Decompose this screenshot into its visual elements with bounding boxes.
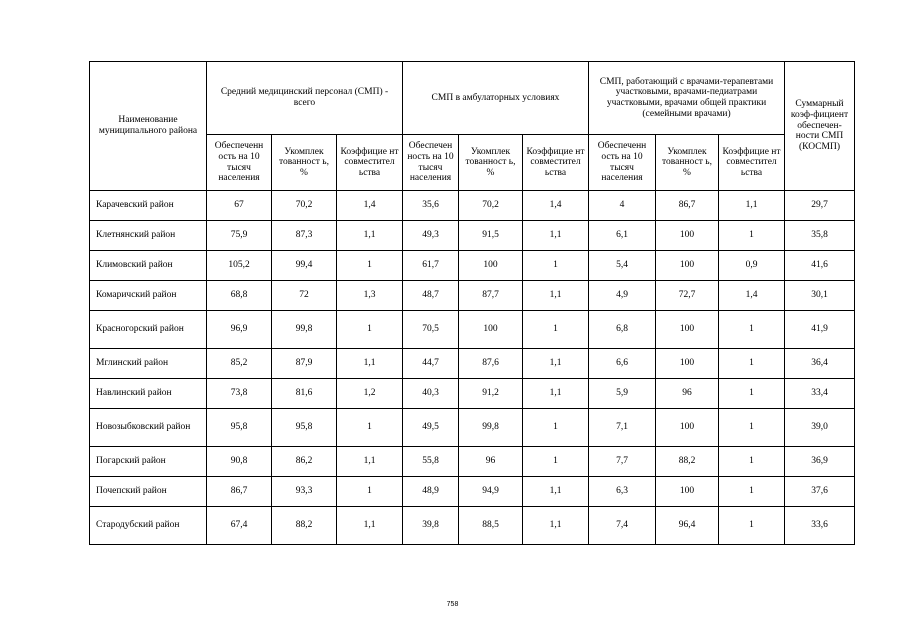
value-cell: 1 <box>719 349 785 379</box>
header-row-groups <box>90 62 855 135</box>
value-cell: 99,8 <box>272 311 337 349</box>
district-name: Погарский район <box>90 447 207 477</box>
value-cell: 36,9 <box>785 447 855 477</box>
value-cell: 67,4 <box>207 507 272 545</box>
table-row <box>90 221 855 251</box>
value-cell: 1 <box>523 251 589 281</box>
value-cell: 49,3 <box>403 221 459 251</box>
value-cell: 61,7 <box>403 251 459 281</box>
value-cell: 1 <box>719 311 785 349</box>
value-cell: 30,1 <box>785 281 855 311</box>
value-cell: 81,6 <box>272 379 337 409</box>
value-cell: 1 <box>719 221 785 251</box>
value-cell: 96,9 <box>207 311 272 349</box>
value-cell: 1 <box>719 477 785 507</box>
value-cell: 39,0 <box>785 409 855 447</box>
value-cell: 40,3 <box>403 379 459 409</box>
value-cell: 1 <box>337 409 403 447</box>
value-cell: 100 <box>459 311 523 349</box>
value-cell: 1,1 <box>523 281 589 311</box>
district-name: Красногорский район <box>90 311 207 349</box>
value-cell: 91,2 <box>459 379 523 409</box>
district-name: Навлинский район <box>90 379 207 409</box>
value-cell: 1,2 <box>337 379 403 409</box>
value-cell: 6,3 <box>589 477 656 507</box>
subheader-cell: Укомплек тованност ь, % <box>656 135 719 191</box>
value-cell: 5,9 <box>589 379 656 409</box>
header-group-ambulatory: СМП в амбулаторных условиях <box>403 62 589 135</box>
statistics-table <box>89 61 855 545</box>
value-cell: 72,7 <box>656 281 719 311</box>
value-cell: 100 <box>656 221 719 251</box>
value-cell: 100 <box>656 251 719 281</box>
value-cell: 33,4 <box>785 379 855 409</box>
value-cell: 1 <box>719 409 785 447</box>
value-cell: 7,1 <box>589 409 656 447</box>
value-cell: 86,2 <box>272 447 337 477</box>
value-cell: 1,1 <box>523 349 589 379</box>
table-row <box>90 281 855 311</box>
value-cell: 67 <box>207 191 272 221</box>
value-cell: 1 <box>337 477 403 507</box>
value-cell: 70,2 <box>459 191 523 221</box>
value-cell: 68,8 <box>207 281 272 311</box>
table-row <box>90 251 855 281</box>
value-cell: 1,1 <box>337 507 403 545</box>
header-district: Наименование муниципального района <box>90 62 207 191</box>
table-row <box>90 311 855 349</box>
district-name: Карачевский район <box>90 191 207 221</box>
value-cell: 85,2 <box>207 349 272 379</box>
subheader-cell: Коэффицие нт совместител ьства <box>523 135 589 191</box>
value-cell: 7,7 <box>589 447 656 477</box>
value-cell: 75,9 <box>207 221 272 251</box>
value-cell: 41,9 <box>785 311 855 349</box>
district-name: Стародубский район <box>90 507 207 545</box>
value-cell: 5,4 <box>589 251 656 281</box>
value-cell: 1,1 <box>523 379 589 409</box>
value-cell: 105,2 <box>207 251 272 281</box>
value-cell: 88,2 <box>656 447 719 477</box>
subheader-cell: Обеспеченн ость на 10 тысяч населения <box>589 135 656 191</box>
table-row <box>90 409 855 447</box>
value-cell: 87,9 <box>272 349 337 379</box>
table-row <box>90 507 855 545</box>
subheader-cell: Обеспечен ность на 10 тысяч населения <box>403 135 459 191</box>
subheader-cell: Коэффицие нт совместител ьства <box>337 135 403 191</box>
value-cell: 100 <box>656 349 719 379</box>
value-cell: 100 <box>656 409 719 447</box>
value-cell: 39,8 <box>403 507 459 545</box>
value-cell: 86,7 <box>656 191 719 221</box>
page-number: 758 <box>446 601 459 608</box>
value-cell: 1,1 <box>523 507 589 545</box>
value-cell: 1,4 <box>337 191 403 221</box>
value-cell: 1,1 <box>719 191 785 221</box>
subheader-cell: Укомплек тованност ь, % <box>272 135 337 191</box>
value-cell: 41,6 <box>785 251 855 281</box>
header-group-with-physicians: СМП, работающий с врачами-терапевтами участковыми, врачами-педиатрами участковыми, врачами общей практики (семейными врачами) <box>589 62 785 135</box>
value-cell: 1 <box>523 447 589 477</box>
value-cell: 70,2 <box>272 191 337 221</box>
value-cell: 73,8 <box>207 379 272 409</box>
district-name: Мглинский район <box>90 349 207 379</box>
value-cell: 88,5 <box>459 507 523 545</box>
value-cell: 99,8 <box>459 409 523 447</box>
value-cell: 7,4 <box>589 507 656 545</box>
district-name: Почепский район <box>90 477 207 507</box>
value-cell: 1,1 <box>523 221 589 251</box>
value-cell: 99,4 <box>272 251 337 281</box>
district-name: Климовский район <box>90 251 207 281</box>
value-cell: 6,1 <box>589 221 656 251</box>
value-cell: 87,6 <box>459 349 523 379</box>
value-cell: 1,1 <box>337 221 403 251</box>
value-cell: 1 <box>719 447 785 477</box>
district-name: Клетнянский район <box>90 221 207 251</box>
value-cell: 1,4 <box>523 191 589 221</box>
table-body <box>90 191 855 545</box>
value-cell: 1,1 <box>337 447 403 477</box>
table-row <box>90 349 855 379</box>
value-cell: 86,7 <box>207 477 272 507</box>
district-name: Комаричский район <box>90 281 207 311</box>
value-cell: 48,7 <box>403 281 459 311</box>
value-cell: 95,8 <box>272 409 337 447</box>
value-cell: 55,8 <box>403 447 459 477</box>
subheader-cell: Коэффицие нт совместител ьства <box>719 135 785 191</box>
value-cell: 1 <box>523 409 589 447</box>
value-cell: 0,9 <box>719 251 785 281</box>
district-name: Новозыбковский район <box>90 409 207 447</box>
value-cell: 94,9 <box>459 477 523 507</box>
value-cell: 1 <box>719 507 785 545</box>
value-cell: 100 <box>459 251 523 281</box>
value-cell: 44,7 <box>403 349 459 379</box>
table-row <box>90 477 855 507</box>
value-cell: 88,2 <box>272 507 337 545</box>
value-cell: 35,6 <box>403 191 459 221</box>
value-cell: 4 <box>589 191 656 221</box>
table-row <box>90 191 855 221</box>
value-cell: 48,9 <box>403 477 459 507</box>
value-cell: 87,3 <box>272 221 337 251</box>
value-cell: 1,1 <box>337 349 403 379</box>
value-cell: 4,9 <box>589 281 656 311</box>
value-cell: 96,4 <box>656 507 719 545</box>
value-cell: 96 <box>459 447 523 477</box>
value-cell: 49,5 <box>403 409 459 447</box>
value-cell: 6,6 <box>589 349 656 379</box>
value-cell: 87,7 <box>459 281 523 311</box>
value-cell: 36,4 <box>785 349 855 379</box>
value-cell: 93,3 <box>272 477 337 507</box>
value-cell: 90,8 <box>207 447 272 477</box>
value-cell: 1 <box>337 311 403 349</box>
header-total-coefficient: Суммарный коэф-фициент обеспечен-ности СМП (КОСМП) <box>785 62 855 191</box>
value-cell: 100 <box>656 311 719 349</box>
subheader-cell: Обеспеченн ость на 10 тысяч населения <box>207 135 272 191</box>
value-cell: 6,8 <box>589 311 656 349</box>
value-cell: 37,6 <box>785 477 855 507</box>
table-row <box>90 379 855 409</box>
header-group-all-staff: Средний медицинский персонал (СМП) - всего <box>207 62 403 135</box>
value-cell: 35,8 <box>785 221 855 251</box>
value-cell: 100 <box>656 477 719 507</box>
subheader-cell: Укомплек тованност ь, % <box>459 135 523 191</box>
value-cell: 1,4 <box>719 281 785 311</box>
value-cell: 70,5 <box>403 311 459 349</box>
value-cell: 33,6 <box>785 507 855 545</box>
value-cell: 96 <box>656 379 719 409</box>
value-cell: 95,8 <box>207 409 272 447</box>
value-cell: 1 <box>719 379 785 409</box>
value-cell: 72 <box>272 281 337 311</box>
value-cell: 1,3 <box>337 281 403 311</box>
value-cell: 1,1 <box>523 477 589 507</box>
value-cell: 1 <box>337 251 403 281</box>
value-cell: 29,7 <box>785 191 855 221</box>
value-cell: 91,5 <box>459 221 523 251</box>
value-cell: 1 <box>523 311 589 349</box>
table-row <box>90 447 855 477</box>
